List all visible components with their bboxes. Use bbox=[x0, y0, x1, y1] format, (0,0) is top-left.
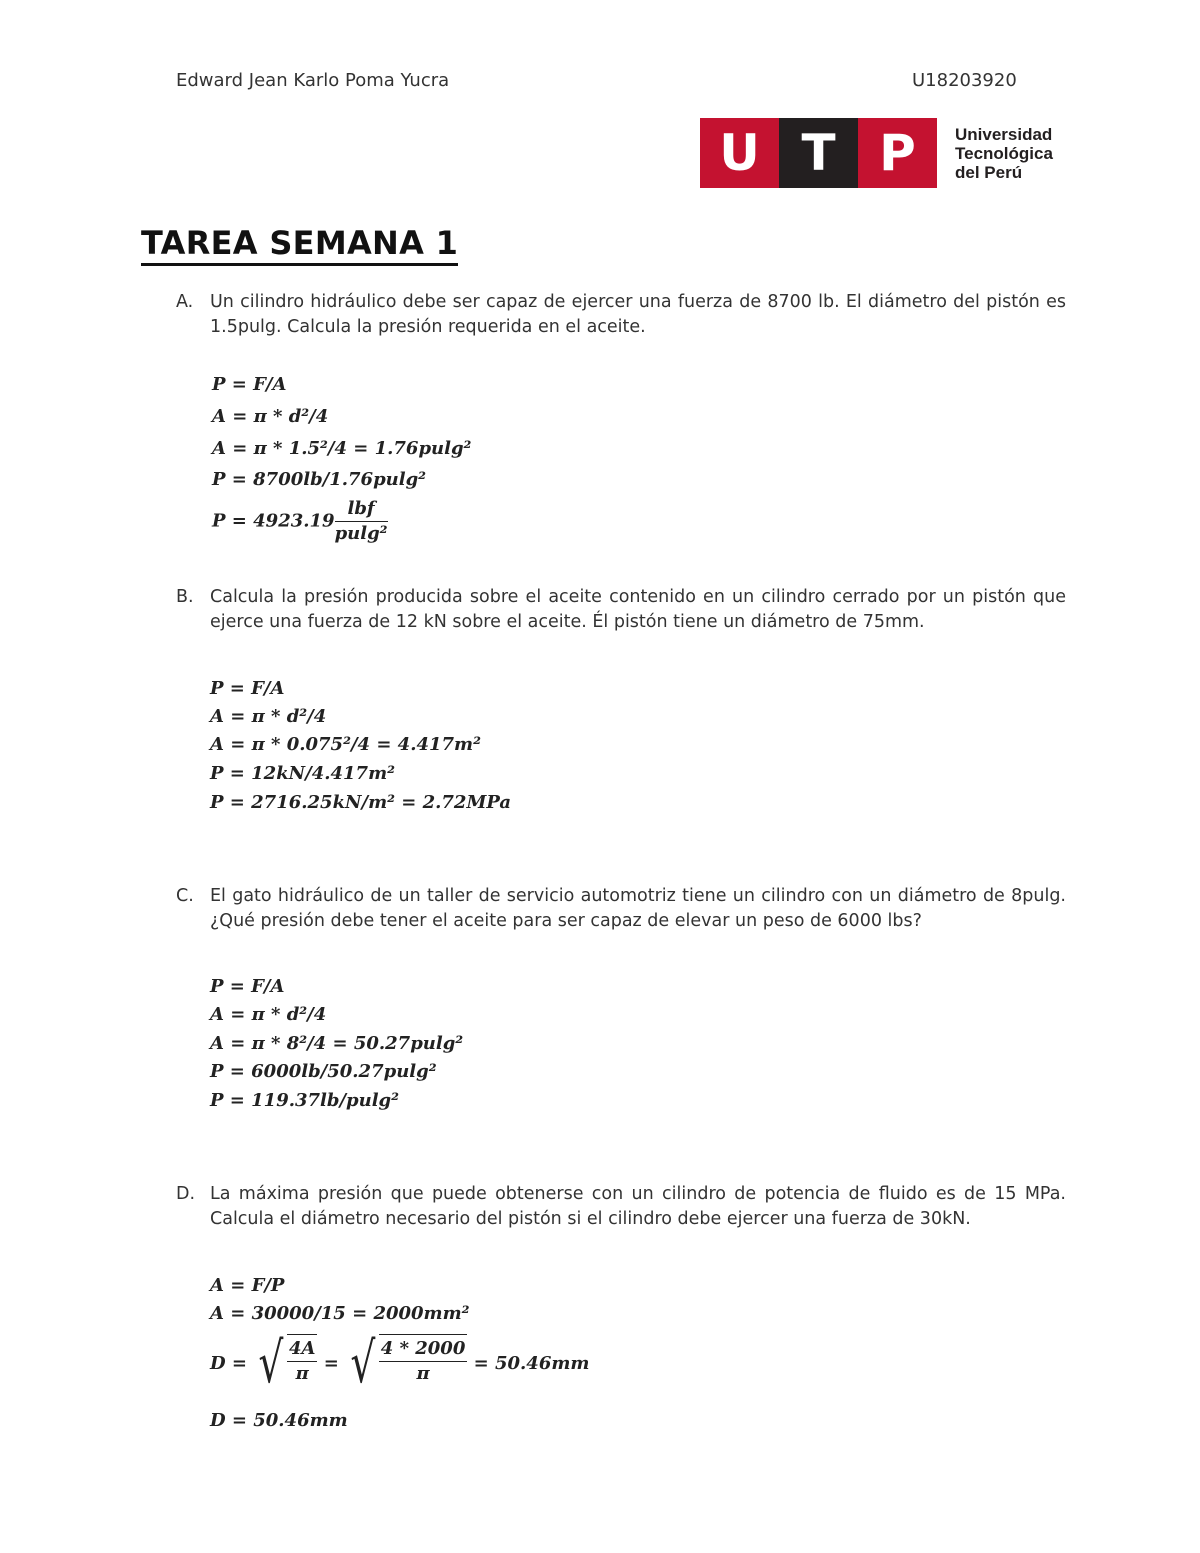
problem-c bbox=[176, 884, 1066, 934]
equation-c-3: A = π * 8²/4 = 50.27pulg² bbox=[210, 1033, 464, 1054]
equation-a-3: A = π * 1.5²/4 = 1.76pulg² bbox=[212, 438, 472, 459]
equation-d-1: A = F/P bbox=[210, 1275, 285, 1296]
equation-c-5: P = 119.37lb/pulg² bbox=[210, 1090, 400, 1111]
logo-text bbox=[955, 118, 1053, 188]
equation-c-1: P = F/A bbox=[210, 976, 285, 997]
student-id: U18203920 bbox=[912, 70, 1017, 91]
problem-letter: C. bbox=[176, 886, 194, 906]
equation-d-2: A = 30000/15 = 2000mm² bbox=[210, 1303, 470, 1324]
logo-letter-p: P bbox=[858, 118, 937, 188]
equation-c-2: A = π * d²/4 bbox=[210, 1004, 327, 1025]
equation-b-2: A = π * d²/4 bbox=[210, 706, 327, 727]
logo-letter-t: T bbox=[779, 118, 858, 188]
problem-statement: La máxima presión que puede obtenerse con un cilindro de potencia de fluido es de 15 MPa. Calcula el diámetro necesario del pistón si el cilindro debe ejercer una fuerza de 30kN. bbox=[210, 1184, 1066, 1229]
equation-d-3-lhs: D = bbox=[210, 1353, 247, 1374]
problem-letter: A. bbox=[176, 292, 194, 312]
fraction-numerator: lbf bbox=[335, 497, 388, 522]
sqrt-body bbox=[379, 1334, 468, 1394]
problem-statement: Calcula la presión producida sobre el aceite contenido en un cilindro cerrado por un pistón que ejerce una fuerza de 12 kN sobre el aceite. Él pistón tiene un diámetro de 75mm. bbox=[210, 587, 1066, 632]
equation-b-4: P = 12kN/4.417m² bbox=[210, 763, 395, 784]
logo-text-line-1: Universidad bbox=[955, 124, 1053, 144]
problem-statement: El gato hidráulico de un taller de servicio automotriz tiene un cilindro con un diámetro de 8pulg. ¿Qué presión debe tener el aceite para ser capaz de elevar un peso de 6000 lbs? bbox=[210, 886, 1066, 931]
logo-letter-u: U bbox=[700, 118, 779, 188]
equation-a-1: P = F/A bbox=[212, 374, 287, 395]
fraction bbox=[335, 497, 388, 546]
problem-a bbox=[176, 290, 1066, 340]
equation-c-4: P = 6000lb/50.27pulg² bbox=[210, 1061, 437, 1082]
fraction-numerator: 4A bbox=[287, 1337, 318, 1362]
page-title: TAREA SEMANA 1 bbox=[141, 224, 458, 266]
fraction-numerator: 4 * 2000 bbox=[379, 1337, 468, 1362]
fraction bbox=[379, 1337, 468, 1386]
equation-b-3: A = π * 0.075²/4 = 4.417m² bbox=[210, 734, 481, 755]
equation-b-1: P = F/A bbox=[210, 678, 285, 699]
problem-letter: B. bbox=[176, 587, 194, 607]
sqrt-sign-icon: √ bbox=[350, 1331, 376, 1396]
square-root bbox=[345, 1331, 467, 1396]
sqrt-sign-icon: √ bbox=[258, 1331, 284, 1396]
author-name: Edward Jean Karlo Poma Yucra bbox=[176, 70, 450, 91]
equation-d-3 bbox=[210, 1331, 590, 1396]
problem-b bbox=[176, 585, 1066, 635]
equation-d-3-result: = 50.46mm bbox=[473, 1353, 590, 1374]
fraction bbox=[287, 1337, 318, 1386]
utp-logo bbox=[700, 118, 1053, 188]
problem-letter: D. bbox=[176, 1184, 196, 1204]
square-root bbox=[253, 1331, 317, 1396]
equation-a-4: P = 8700lb/1.76pulg² bbox=[212, 469, 427, 490]
equals-sign: = bbox=[323, 1353, 339, 1374]
fraction-denominator: π bbox=[416, 1363, 430, 1384]
problem-statement: Un cilindro hidráulico debe ser capaz de ejercer una fuerza de 8700 lb. El diámetro del pistón es 1.5pulg. Calcula la presión requerida en el aceite. bbox=[210, 292, 1066, 337]
equation-a-5 bbox=[212, 497, 388, 546]
logo-text-line-3: del Perú bbox=[955, 162, 1023, 182]
fraction-denominator: pulg² bbox=[334, 523, 388, 544]
equation-a-5-lhs: P = 4923.19 bbox=[212, 510, 335, 532]
problem-d bbox=[176, 1182, 1066, 1232]
equation-d-4: D = 50.46mm bbox=[210, 1410, 348, 1431]
equation-a-2: A = π * d²/4 bbox=[212, 406, 329, 427]
sqrt-body bbox=[287, 1334, 318, 1394]
fraction-denominator: π bbox=[295, 1363, 309, 1384]
logo-text-line-2: Tecnológica bbox=[955, 143, 1053, 163]
equation-b-5: P = 2716.25kN/m² = 2.72MPa bbox=[210, 792, 512, 813]
